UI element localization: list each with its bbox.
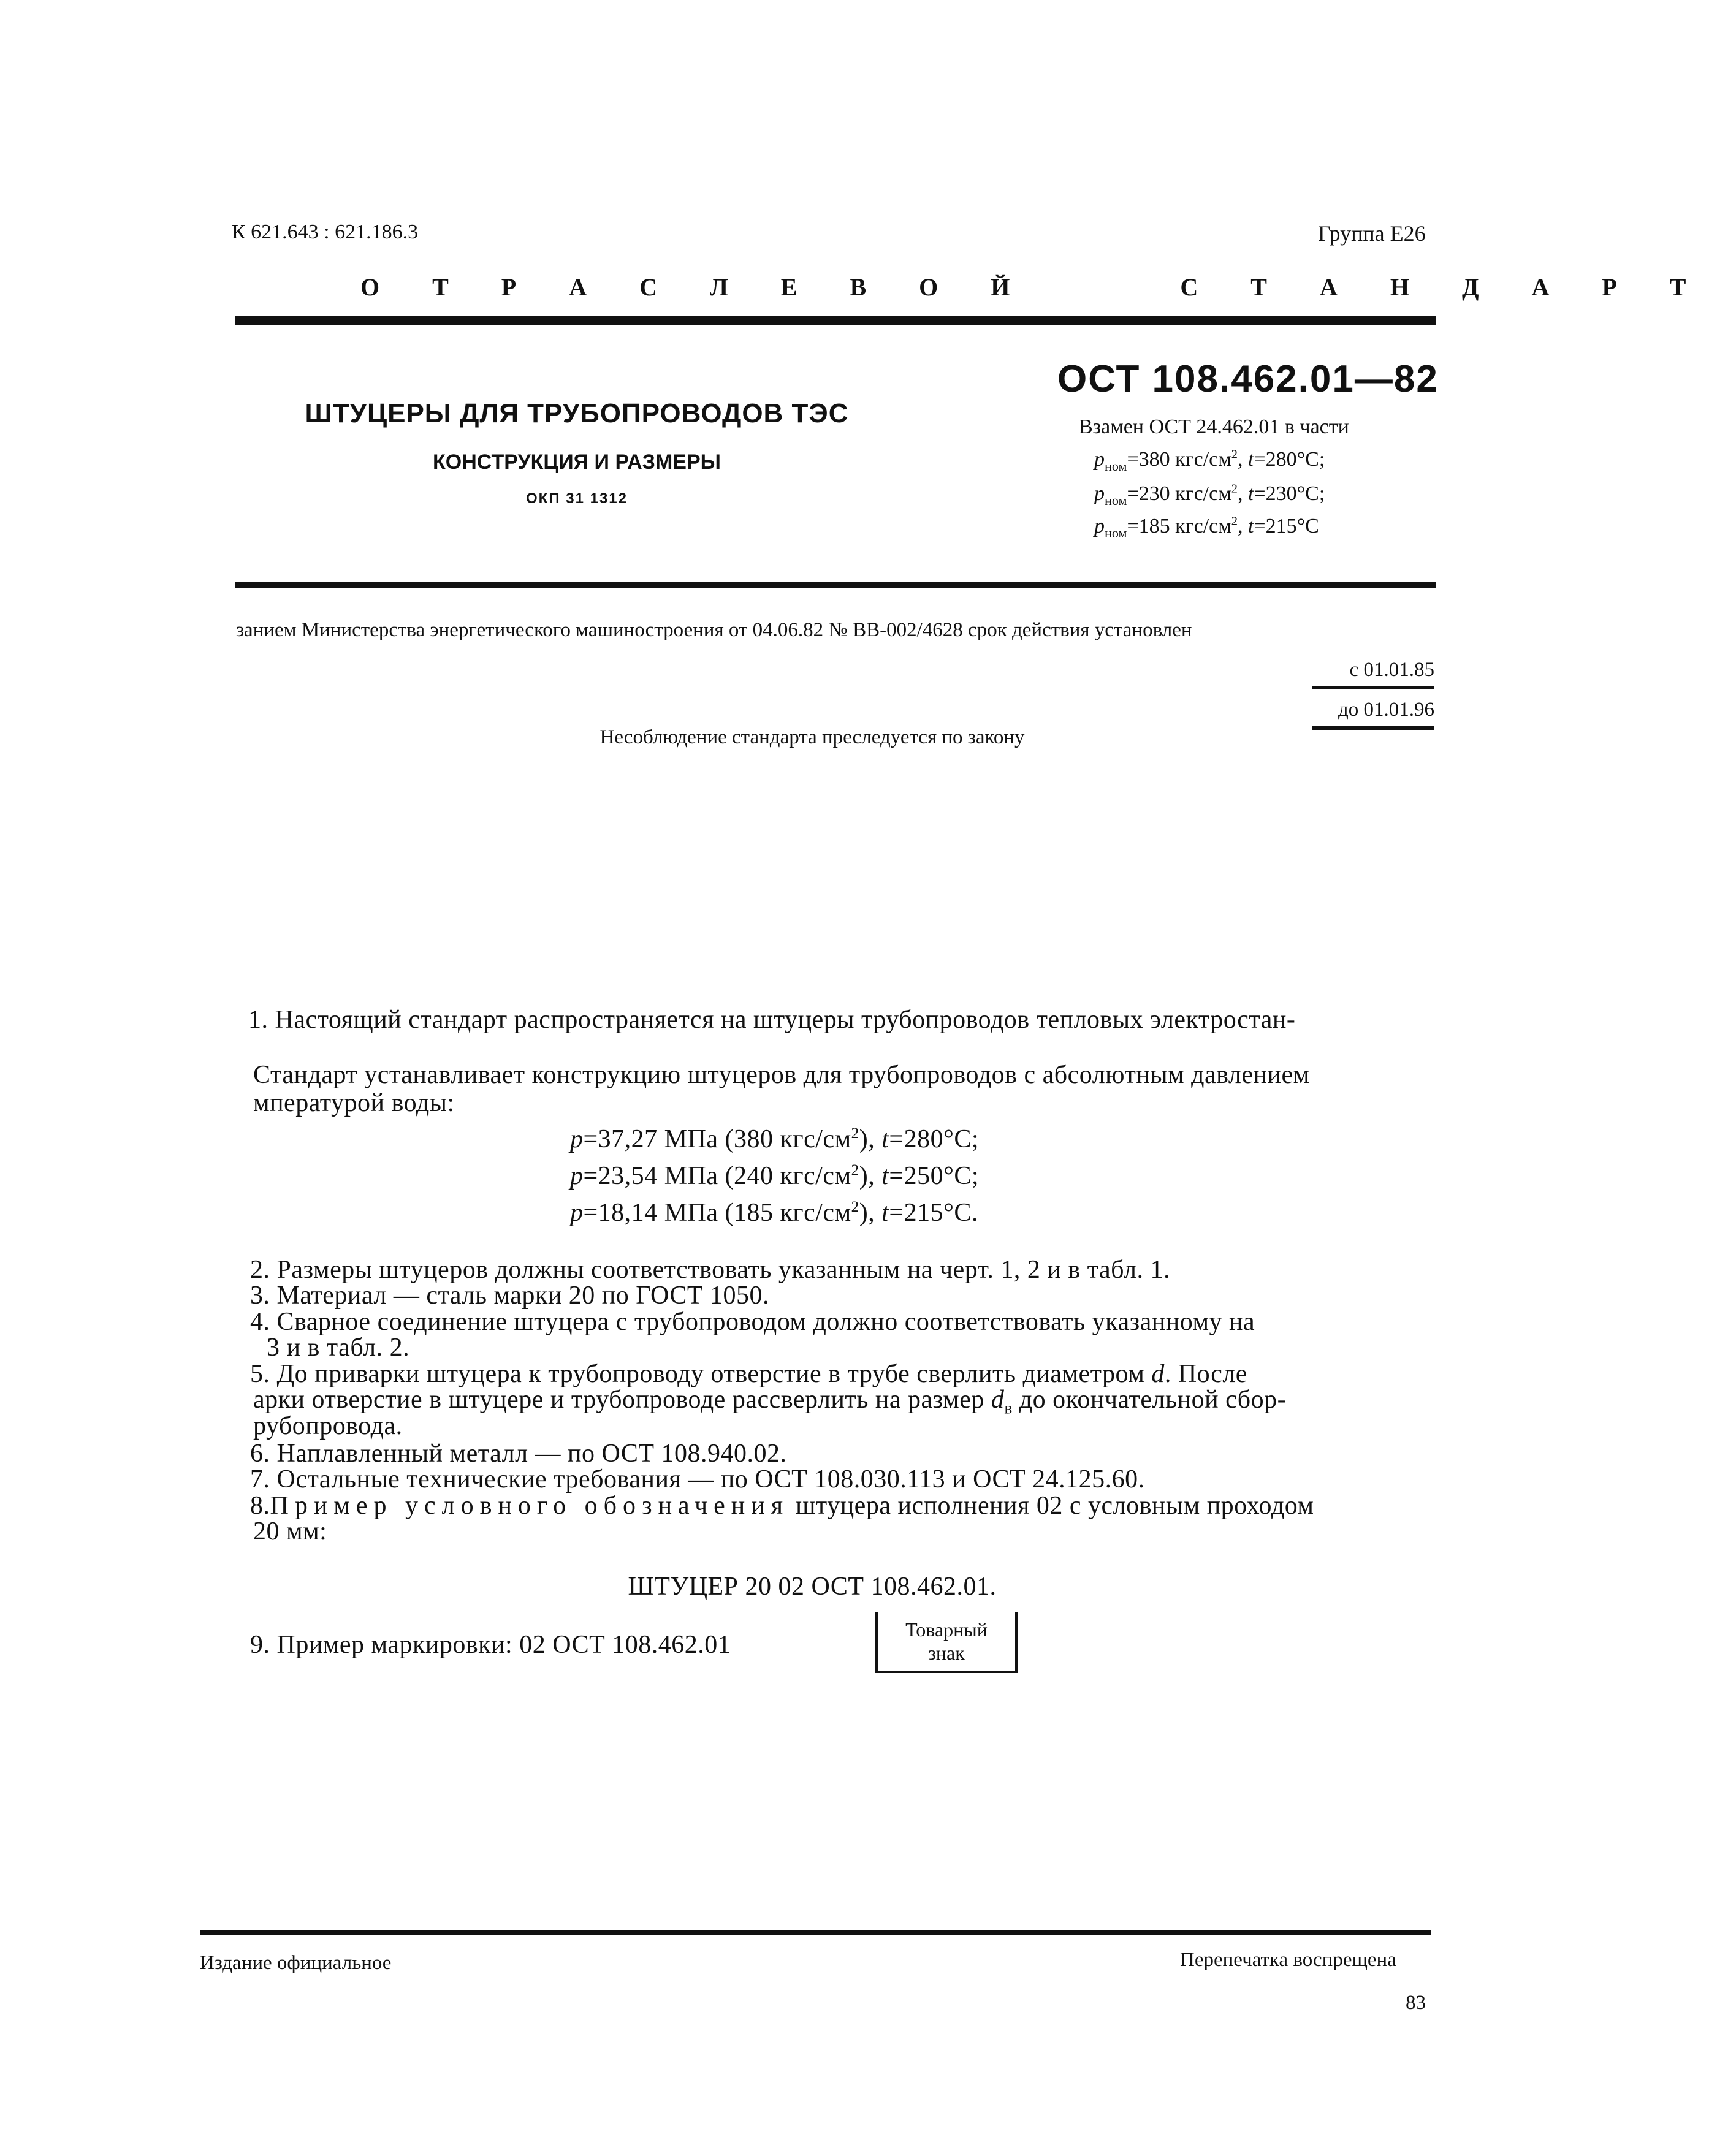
- formula-2: p=23,54 МПа (240 кгс/$см^2$), t=250°C;: [570, 1162, 980, 1190]
- reprint-notice: Перепечатка воспрещена: [1180, 1949, 1396, 1971]
- title-rule: [235, 582, 1436, 588]
- paragraph-1b-line2: мпературой воды:: [253, 1089, 455, 1117]
- paragraph-4-line2: 3 и в табл. 2.: [267, 1334, 410, 1362]
- paragraph-7: 7. Остальные технические требования — по ОСТ 108.030.113 и ОСТ 24.125.60.: [250, 1465, 1145, 1494]
- okp-code: ОКП 31 1312: [526, 490, 628, 507]
- validity-from-underline: [1312, 686, 1434, 689]
- trademark-line1: Товарный: [905, 1619, 988, 1641]
- paragraph-8-line2: 20 мм:: [253, 1517, 327, 1546]
- header-rule: [235, 316, 1436, 325]
- paragraph-8-line1: 8.Пример условного обозначения штуцера исполнения 02 с условным проходом: [250, 1492, 1314, 1520]
- designation-example: ШТУЦЕР 20 02 ОСТ 108.462.01.: [628, 1573, 997, 1601]
- paragraph-2: 2. Размеры штуцеров должны соответствовать указанным на черт. 1, 2 и в табл. 1.: [250, 1256, 1170, 1284]
- document-title: ШТУЦЕРЫ ДЛЯ ТРУБОПРОВОДОВ ТЭС: [305, 398, 849, 428]
- approval-text: занием Министерства энергетического машиностроения от 04.06.82 № ВВ-002/4628 срок действия установлен: [236, 619, 1192, 641]
- udk-code: К 621.643 : 621.186.3: [232, 221, 419, 243]
- validity-to: до 01.01.96: [1338, 699, 1434, 721]
- paragraph-6: 6. Наплавленный металл — по ОСТ 108.940.02.: [250, 1440, 787, 1468]
- paragraph-1: 1. Настоящий стандарт распространяется на штуцеры трубопроводов тепловых электростан-: [248, 1006, 1296, 1034]
- validity-to-underline: [1312, 726, 1434, 730]
- trademark-box: [875, 1612, 1018, 1673]
- paragraph-5-line1: 5. До приварки штуцера к трубопроводу отверстие в трубе сверлить диаметром d. После: [250, 1360, 1247, 1388]
- validity-from: с 01.01.85: [1349, 659, 1434, 681]
- document-subtitle: КОНСТРУКЦИЯ И РАЗМЕРЫ: [433, 450, 721, 474]
- paragraph-5-line2: арки отверстие в штуцере и трубопроводе рассверлить на размер $d_в$ до окончательной сбор-: [253, 1386, 1287, 1418]
- condition-1: $p_{ном}=380$ кгс/$см^2$, t=280°C;: [1094, 447, 1325, 474]
- paragraph-4-line1: 4. Сварное соединение штуцера с трубопроводом должно соответствовать указанному на: [250, 1308, 1255, 1336]
- condition-2: $p_{ном}=230$ кгс/$см^2$, t=230°C;: [1094, 482, 1325, 508]
- paragraph-9: 9. Пример маркировки: 02 ОСТ 108.462.01: [250, 1631, 731, 1659]
- paragraph-1b-line1: Стандарт устанавливает конструкцию штуцеров для трубопроводов с абсолютным давлением: [253, 1061, 1310, 1089]
- replaces-note: Взамен ОСТ 24.462.01 в части: [1079, 416, 1349, 438]
- standard-designation: ОСТ 108.462.01—82: [1057, 358, 1439, 400]
- legal-notice: Несоблюдение стандарта преследуется по закону: [599, 726, 1025, 748]
- page-number: 83: [1406, 1992, 1426, 2014]
- paragraph-5-line3: рубопровода.: [253, 1412, 403, 1440]
- official-edition: Издание официальное: [200, 1952, 392, 1974]
- formula-1: p=37,27 МПа (380 кгс/$см^2$), t=280°C;: [570, 1125, 980, 1153]
- standard-type: О Т Р А С Л Е В О Й С Т А Н Д А Р Т: [360, 273, 1709, 301]
- paragraph-3: 3. Материал — сталь марки 20 по ГОСТ 1050.: [250, 1281, 770, 1310]
- condition-3: $p_{ном}=185$ кгс/$см^2$, t=215°C: [1094, 514, 1319, 541]
- trademark-line2: знак: [928, 1642, 965, 1664]
- footer-rule: [200, 1930, 1431, 1935]
- formula-3: p=18,14 МПа (185 кгс/$см^2$), t=215°C.: [570, 1199, 978, 1227]
- group-code: Группа Е26: [1318, 221, 1426, 246]
